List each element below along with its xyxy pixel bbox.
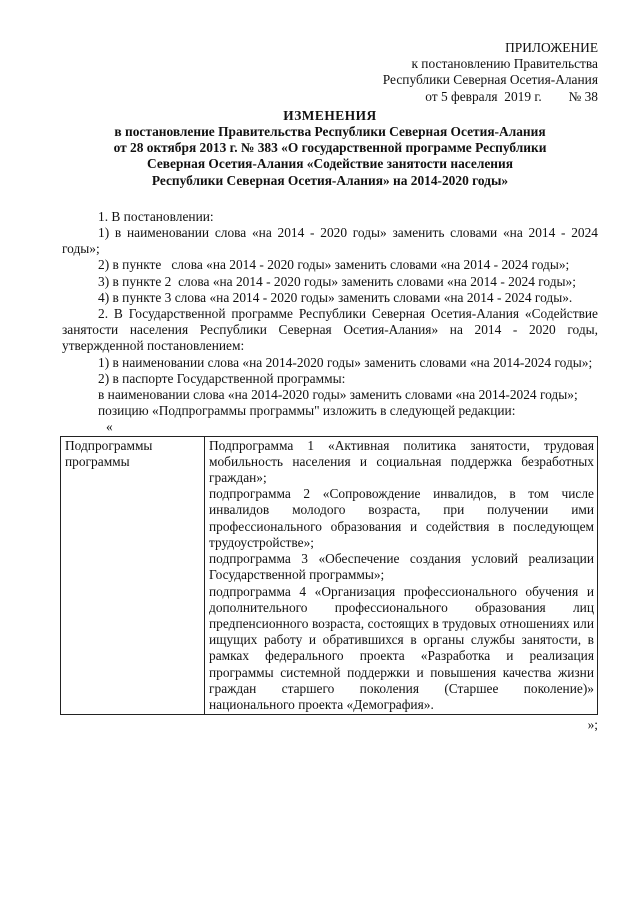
paragraph: 2) в пункте слова «на 2014 - 2020 годы» заменить словами «на 2014 - 2024 годы»; [98,257,570,273]
document-subtitle [62,124,598,189]
subprogram-item: Подпрограмма 1 «Активная политика занятости, трудовая мобильность населения и социальная поддержка безработных граждан»; [209,437,594,486]
subprogram-item: подпрограмма 4 «Организация профессионального обучения и дополнительного профессионального образования лиц предпенсионного возраста, состоящих в трудовых отношениях или ищущих работу и обратившихся в органы службы занятости, в рамках федерального проекта «Разработка и реализация программы системной поддержки и повышения качества жизни граждан старшего поколения (Старшее поколение)» национального проекта «Демография». [209,583,601,712]
close-quote: »; [587,717,598,733]
document-body [62,209,598,436]
paragraph: 1. В постановлении: [98,208,214,224]
paragraph: 1) в наименовании слова «на 2014-2020 годы» заменить словами «на 2014-2024 годы»; [98,354,593,370]
paragraph: позицию «Подпрограммы программы" изложить в следующей редакции: [98,403,516,419]
subprogram-item: подпрограмма 2 «Сопровождение инвалидов, в том числе инвалидов молодого возраста, при получении ими профессионального образования и содействия в последующем трудоустройстве»; [209,486,594,550]
subtitle-line: от 28 октября 2013 г. № 383 «О государственной программе Республики [113,140,547,156]
table-cell-content [205,436,601,714]
subtitle-line: Республики Северная Осетия-Алания» на 2014-2020 годы» [151,172,509,188]
paragraph: в наименовании слова «на 2014-2020 годы» заменить словами «на 2014-2024 годы»; [98,387,578,403]
subprogram-item: подпрограмма 3 «Обеспечение создания условий реализации Государственной программы»; [209,551,594,583]
appendix-ref: к постановлению Правительства [411,56,598,72]
document-title: ИЗМЕНЕНИЯ [283,107,377,123]
table-cell-label: Подпрограммы программы [61,436,205,714]
paragraph: 4) в пункте 3 слова «на 2014 - 2020 годы» заменить словами «на 2014 - 2024 годы». [98,289,573,305]
appendix-label: ПРИЛОЖЕНИЕ [505,40,598,55]
document-page [62,40,601,733]
appendix-republic: Республики Северная Осетия-Алания [382,72,598,88]
open-quote: « [106,419,113,435]
table-row [61,436,598,714]
paragraph: 2. В Государственной программе Республики Северная Осетия-Алания «Содействие занятости населения Республики Северная Осетия-Алания» на 2014 - 2020 годы, утвержденной постановлением: [62,306,598,354]
paragraph: 3) в пункте 2 слова «на 2014 - 2020 годы» заменить словами «на 2014 - 2024 годы»; [98,273,576,289]
appendix-date-number: от 5 февраля 2019 г. № 38 [425,88,598,104]
paragraph: 1) в наименовании слова «на 2014 - 2020 годы» заменить словами «на 2014 - 2024 годы»; [62,225,598,257]
subtitle-line: Северная Осетия-Алания «Содействие занятости населения [147,156,513,172]
subtitle-line: в постановление Правительства Республики Северная Осетия-Алания [114,124,546,140]
appendix-header [62,40,598,105]
paragraph: 2) в паспорте Государственной программы: [98,370,346,386]
subprograms-table [60,436,601,715]
